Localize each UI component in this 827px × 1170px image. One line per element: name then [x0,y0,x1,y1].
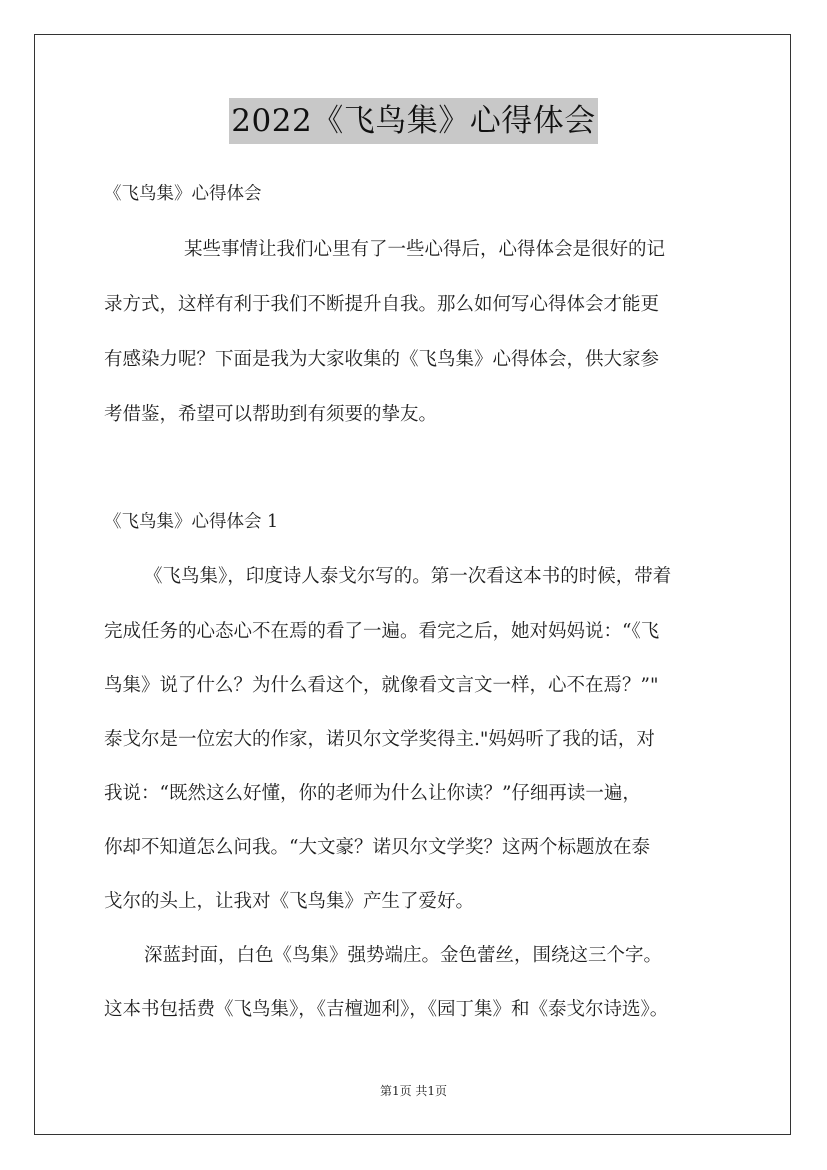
page-number: 第1页 共1页 [379,1084,448,1098]
para1-line-6: 你却不知道怎么问我。“大文豪？诺贝尔文学奖？这两个标题放在泰 [104,837,650,858]
para1-line-7: 戈尔的头上，让我对《飞鸟集》产生了爱好。 [104,891,475,912]
para1-line-2: 完成任务的心态心不在焉的看了一遍。看完之后，她对妈妈说：“《飞 [104,621,660,642]
para2-line-2: 这本书包括费《飞鸟集》，《吉檀迦利》，《园丁集》和《泰戈尔诗选》。 [104,999,669,1020]
document-subtitle: 《飞鸟集》心得体会 [104,184,262,204]
para1-line-4: 泰戈尔是一位宏大的作家，诺贝尔文学奖得主."妈妈听了我的话，对 [104,729,655,750]
intro-line-1: 某些事情让我们心里有了一些心得后，心得体会是很好的记 [184,239,666,260]
intro-line-3: 有感染力呢？下面是我为大家收集的《飞鸟集》心得体会，供大家参 [104,349,660,370]
title-container [0,98,827,144]
document-title: 2022《飞鸟集》心得体会 [229,98,597,144]
para1-line-1: 《飞鸟集》，印度诗人泰戈尔写的。第一次看这本书的时候，带着 [144,566,672,587]
intro-line-2: 录方式，这样有利于我们不断提升自我。那么如何写心得体会才能更 [104,294,660,315]
intro-line-4: 考借鉴，希望可以帮助到有须要的挚友。 [104,404,438,425]
para1-line-3: 鸟集》说了什么？为什么看这个，就像看文言文一样，心不在焉？”" [104,675,659,696]
para1-line-5: 我说：“既然这么好懂，你的老师为什么让你读？”仔细再读一遍， [104,783,641,804]
section-heading: 《飞鸟集》心得体会 1 [104,512,279,532]
para2-line-1: 深蓝封面，白色《鸟集》强势端庄。金色蕾丝，围绕这三个字。 [144,945,663,966]
